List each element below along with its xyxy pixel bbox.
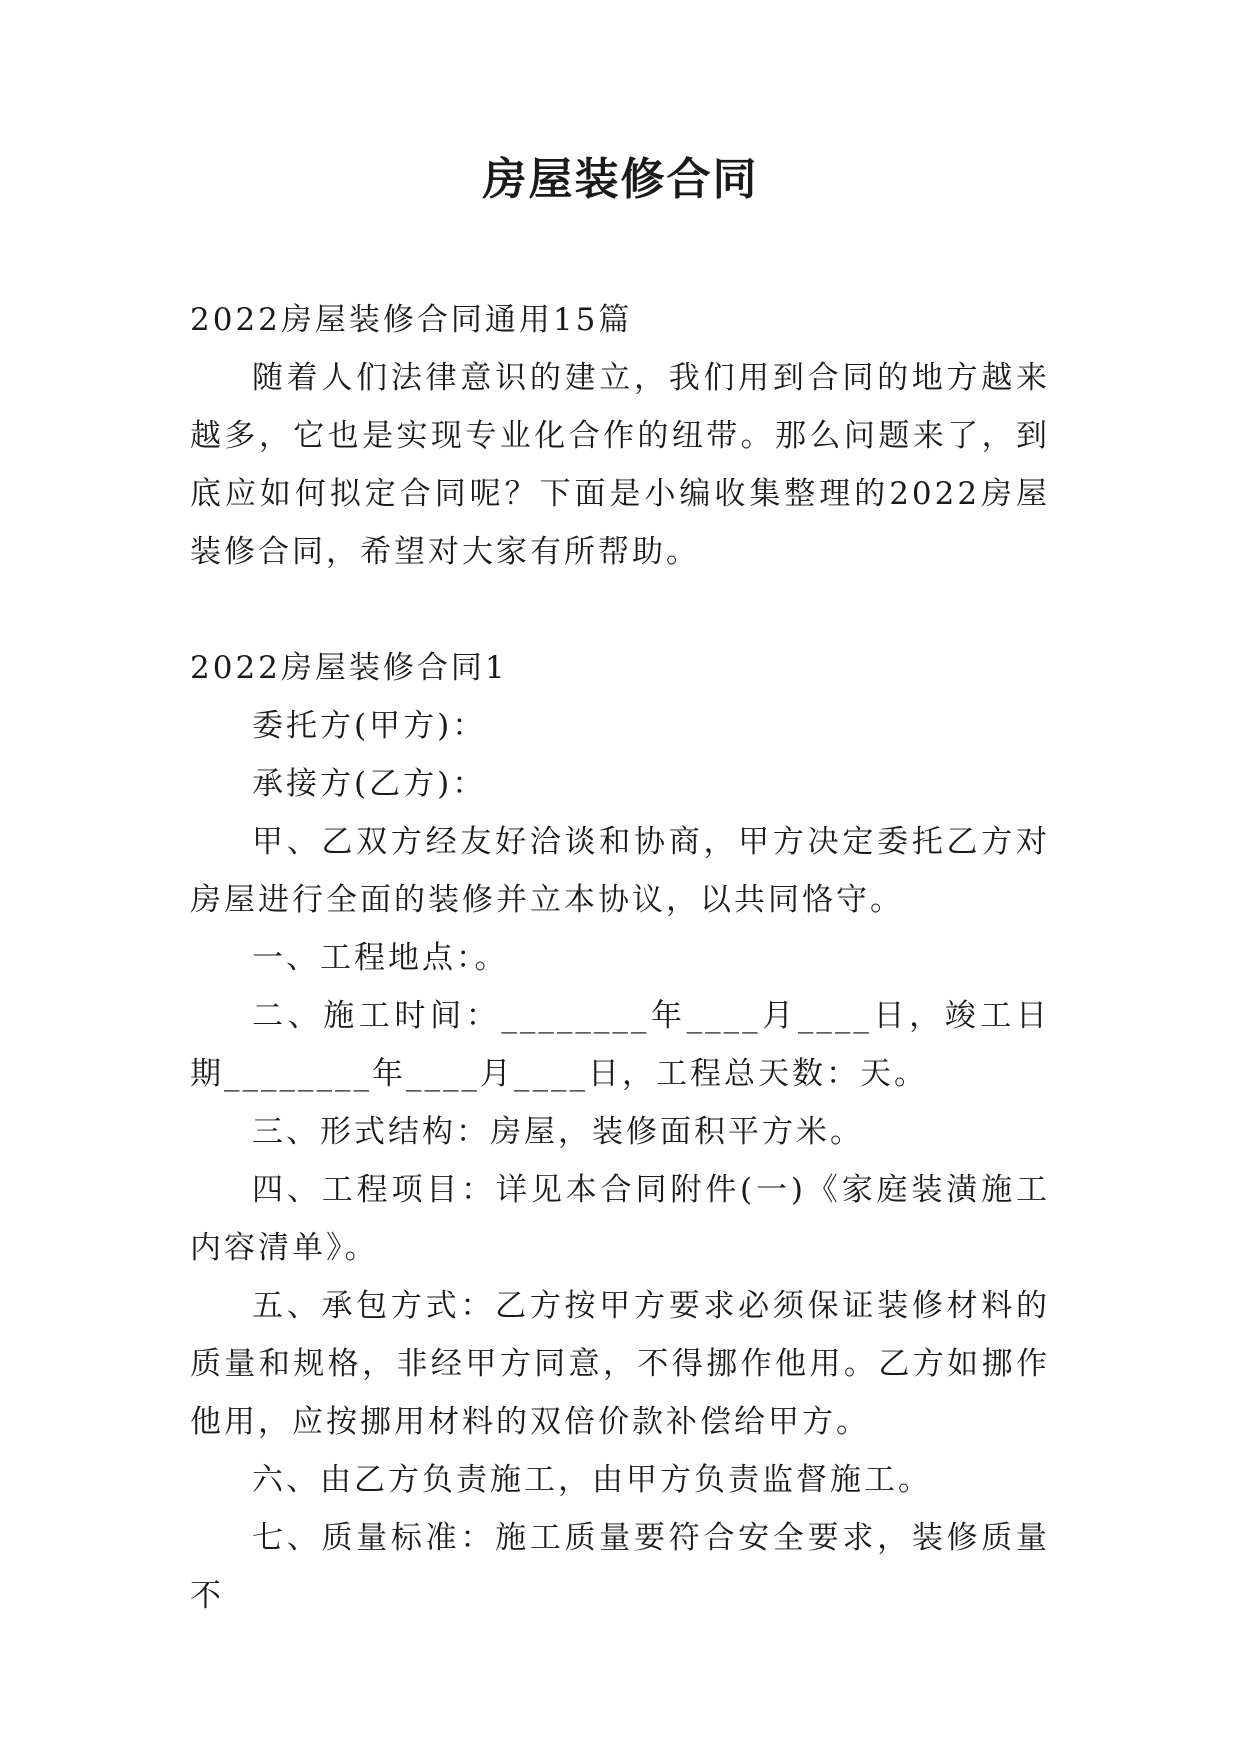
clause-2: 二、施工时间：________年____月____日，竣工日期________年____月____日，工程总天数：天。	[190, 998, 1050, 1092]
clause-4: 四、工程项目：详见本合同附件(一)《家庭装潢施工内容清单》。	[190, 1172, 1050, 1266]
document-body	[190, 291, 1050, 1625]
party-b-line: 承接方(乙方)：	[252, 766, 487, 802]
party-a-line: 委托方(甲方)：	[252, 708, 487, 744]
clause-7: 七、质量标准：施工质量要符合安全要求，装修质量不	[190, 1520, 1050, 1614]
clause-3: 三、形式结构：房屋，装修面积平方米。	[252, 1114, 864, 1150]
clause-5: 五、承包方式：乙方按甲方要求必须保证装修材料的质量和规格，非经甲方同意，不得挪作他用。乙方如挪作他用，应按挪用材料的双倍价款补偿给甲方。	[190, 1288, 1050, 1440]
section-spacer	[190, 581, 1050, 639]
section-heading: 2022房屋装修合同1	[190, 650, 508, 686]
clause-6: 六、由乙方负责施工，由甲方负责监督施工。	[252, 1462, 932, 1498]
document-subtitle: 2022房屋装修合同通用15篇	[190, 302, 633, 338]
intro-paragraph: 随着人们法律意识的建立，我们用到合同的地方越来越多，它也是实现专业化合作的纽带。那么问题来了，到底应如何拟定合同呢？下面是小编收集整理的2022房屋装修合同，希望对大家有所帮助。	[190, 360, 1050, 570]
preamble-paragraph: 甲、乙双方经友好洽谈和协商，甲方决定委托乙方对房屋进行全面的装修并立本协议，以共同恪守。	[190, 824, 1050, 918]
clause-1: 一、工程地点：。	[252, 940, 509, 976]
document-title: 房屋装修合同	[482, 154, 759, 205]
